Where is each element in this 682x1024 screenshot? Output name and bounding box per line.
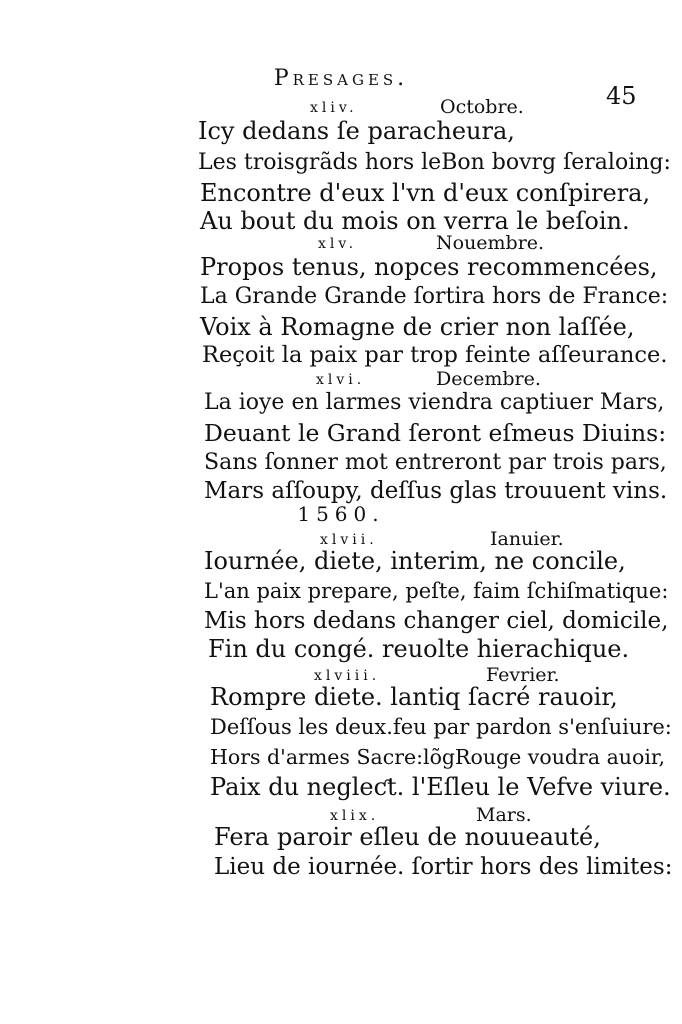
verse-line: La Grande Grande ſortira hors de France: <box>200 284 669 309</box>
year-heading: 1560. <box>297 502 385 526</box>
verse-line: La ioye en larmes viendra captiuer Mars, <box>204 390 665 415</box>
month-label: Mars. <box>476 804 532 826</box>
verse-line: Mis hors dedans changer ciel, domicile, <box>204 608 669 634</box>
verse-line: Icy dedans ſe paracheura, <box>198 117 515 145</box>
verse-line: Fera paroir eſleu de nouueauté, <box>214 823 601 851</box>
verse-line: Encontre d'eux l'vn d'eux conſpirera, <box>200 179 651 207</box>
page-number: 45 <box>606 82 637 110</box>
month-label: Decembre. <box>436 368 541 390</box>
month-label: Nouembre. <box>436 232 545 254</box>
month-label: Octobre. <box>440 96 524 118</box>
quatrain-number: xlvii. <box>320 532 378 548</box>
quatrain-number: xlvi. <box>316 372 366 388</box>
verse-line: Reçoit la paix par trop feinte aſſeurance. <box>202 342 668 368</box>
verse-line: Paix du negleƈt. l'Eſleu le Vefve viure. <box>210 773 671 801</box>
month-label: Ianuier. <box>490 528 564 550</box>
verse-line: Hors d'armes Sacre:lõgRouge voudra auoir, <box>210 745 665 769</box>
verse-line: Deſſous les deux.feu par pardon s'enſuiure: <box>210 715 672 739</box>
verse-line: Iournée, diete, interim, ne concile, <box>204 547 626 575</box>
verse-line: Au bout du mois on verra le beſoin. <box>200 207 630 235</box>
verse-line: Fin du congé. reuolte hierachique. <box>208 635 630 663</box>
month-label: Fevrier. <box>486 664 560 686</box>
verse-line: L'an paix prepare, peſte, faim ſchiſmatique: <box>204 579 669 603</box>
verse-line: Deuant le Grand ſeront eſmeus Diuins: <box>204 419 667 447</box>
quatrain-number: xlviii. <box>314 668 381 684</box>
quatrain-number: xlix. <box>330 808 380 824</box>
verse-line: Lieu de iournée. ſortir hors des limites: <box>214 854 673 880</box>
running-head: Presages. <box>273 66 409 91</box>
quatrain-number: xliv. <box>310 100 358 116</box>
verse-line: Sans ſonner mot entreront par trois pars, <box>204 450 667 475</box>
verse-line: Propos tenus, nopces recommencées, <box>200 253 658 281</box>
verse-line: Les troisgrãds hors leBon bovrg ſeraloing: <box>198 150 671 175</box>
verse-line: Rompre diete. lantiq ſacré rauoir, <box>210 683 618 711</box>
verse-line: Mars aſſoupy, deſſus glas trouuent vins. <box>204 478 668 504</box>
quatrain-number: xlv. <box>318 236 358 252</box>
verse-line: Voix à Romagne de crier non laſſée, <box>200 313 635 341</box>
